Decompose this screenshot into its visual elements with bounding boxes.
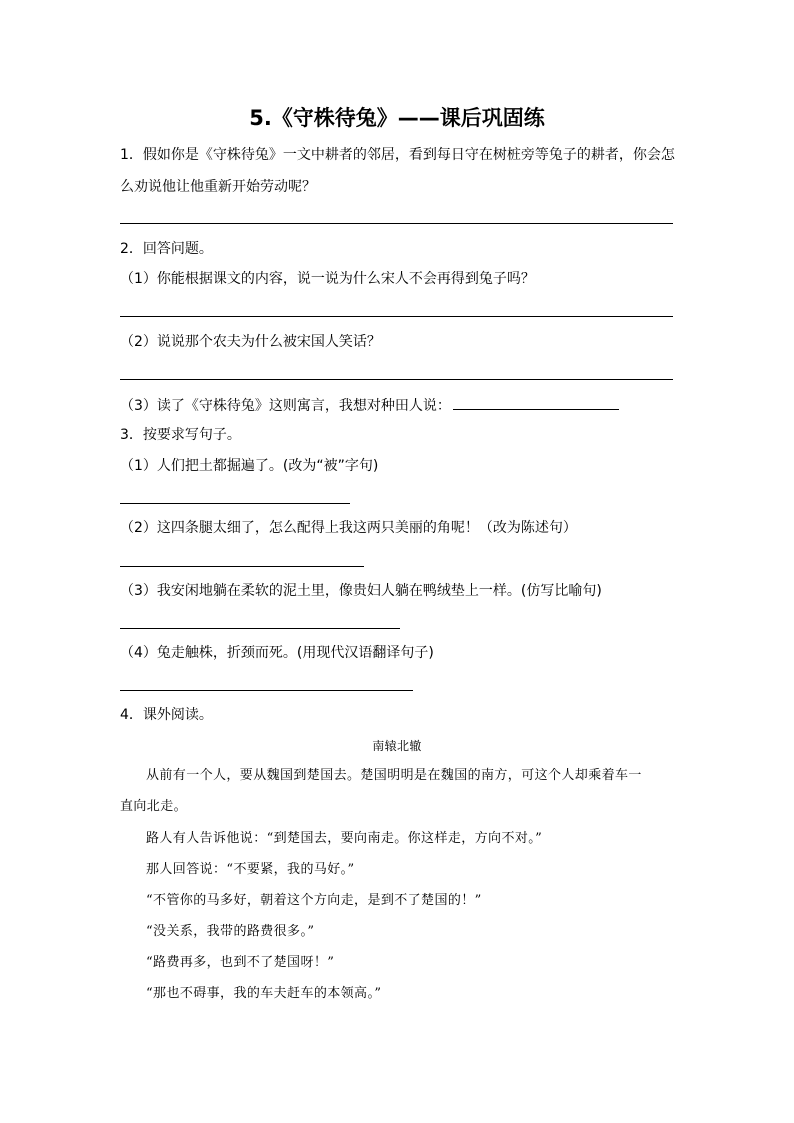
story-paragraph-line: “不管你的马多好，朝着这个方向走，是到不了楚国的！”	[146, 893, 482, 908]
q3-part-3-answer-line[interactable]	[120, 628, 400, 629]
q3-part-4: （4）兔走触株，折颈而死。(用现代汉语翻译句子)	[120, 645, 434, 661]
story-paragraph-line: 路人有人告诉他说：“到楚国去，要向南走。你这样走，方向不对。”	[146, 831, 543, 846]
page-title: 5.《守株待兔》——课后巩固练	[249, 106, 545, 130]
q1-text-line-2: 么劝说他让他重新开始劳动呢？	[120, 179, 316, 195]
q3-part-1: （1）人们把土都掘遍了。(改为“被”字句)	[120, 458, 379, 474]
story-paragraph-line: 那人回答说：“不要紧，我的马好。”	[146, 862, 355, 877]
story-paragraph-line: “没关系，我带的路费很多。”	[146, 924, 315, 939]
q2-part-3-answer-blank[interactable]	[453, 395, 619, 410]
story-paragraph-line: 直向北走。	[120, 799, 188, 814]
q2-part-1-answer-line[interactable]	[120, 316, 673, 317]
q2-part-2: （2）说说那个农夫为什么被宋国人笑话？	[120, 334, 381, 350]
q3-part-2-answer-line[interactable]	[120, 566, 364, 567]
story-paragraph-line: 从前有一个人，要从魏国到楚国去。楚国明明是在魏国的南方，可这个人却乘着车一	[146, 768, 642, 783]
q2-part-2-answer-line[interactable]	[120, 379, 673, 380]
q3-part-3: （3）我安闲地躺在柔软的泥土里，像贵妇人躺在鸭绒垫上一样。(仿写比喻句)	[120, 583, 602, 599]
story-paragraph-line: “那也不碍事，我的车夫赶车的本领高。”	[146, 986, 382, 1001]
q3-part-2: （2）这四条腿太细了，怎么配得上我这两只美丽的角呢！（改为陈述句）	[120, 520, 577, 536]
q3-part-1-answer-line[interactable]	[120, 503, 350, 504]
q2-part-3	[120, 395, 619, 416]
story-title: 南辕北辙	[372, 739, 422, 753]
story-paragraph-line: “路费再多，也到不了楚国呀！”	[146, 955, 335, 970]
q2-part-3-prompt: （3）读了《守株待兔》这则寓言，我想对种田人说：	[120, 398, 451, 414]
q4-heading: 4．课外阅读。	[120, 707, 213, 723]
q1-text-line-1: 1．假如你是《守株待兔》一文中耕者的邻居，看到每日守在树桩旁等兔子的耕者，你会怎	[120, 147, 675, 163]
q3-part-4-answer-line[interactable]	[120, 690, 413, 691]
q2-heading: 2．回答问题。	[120, 241, 213, 257]
q3-heading: 3．按要求写句子。	[120, 427, 241, 443]
q1-answer-line[interactable]	[120, 223, 673, 224]
q2-part-1: （1）你能根据课文的内容，说一说为什么宋人不会再得到兔子吗？	[120, 271, 535, 287]
